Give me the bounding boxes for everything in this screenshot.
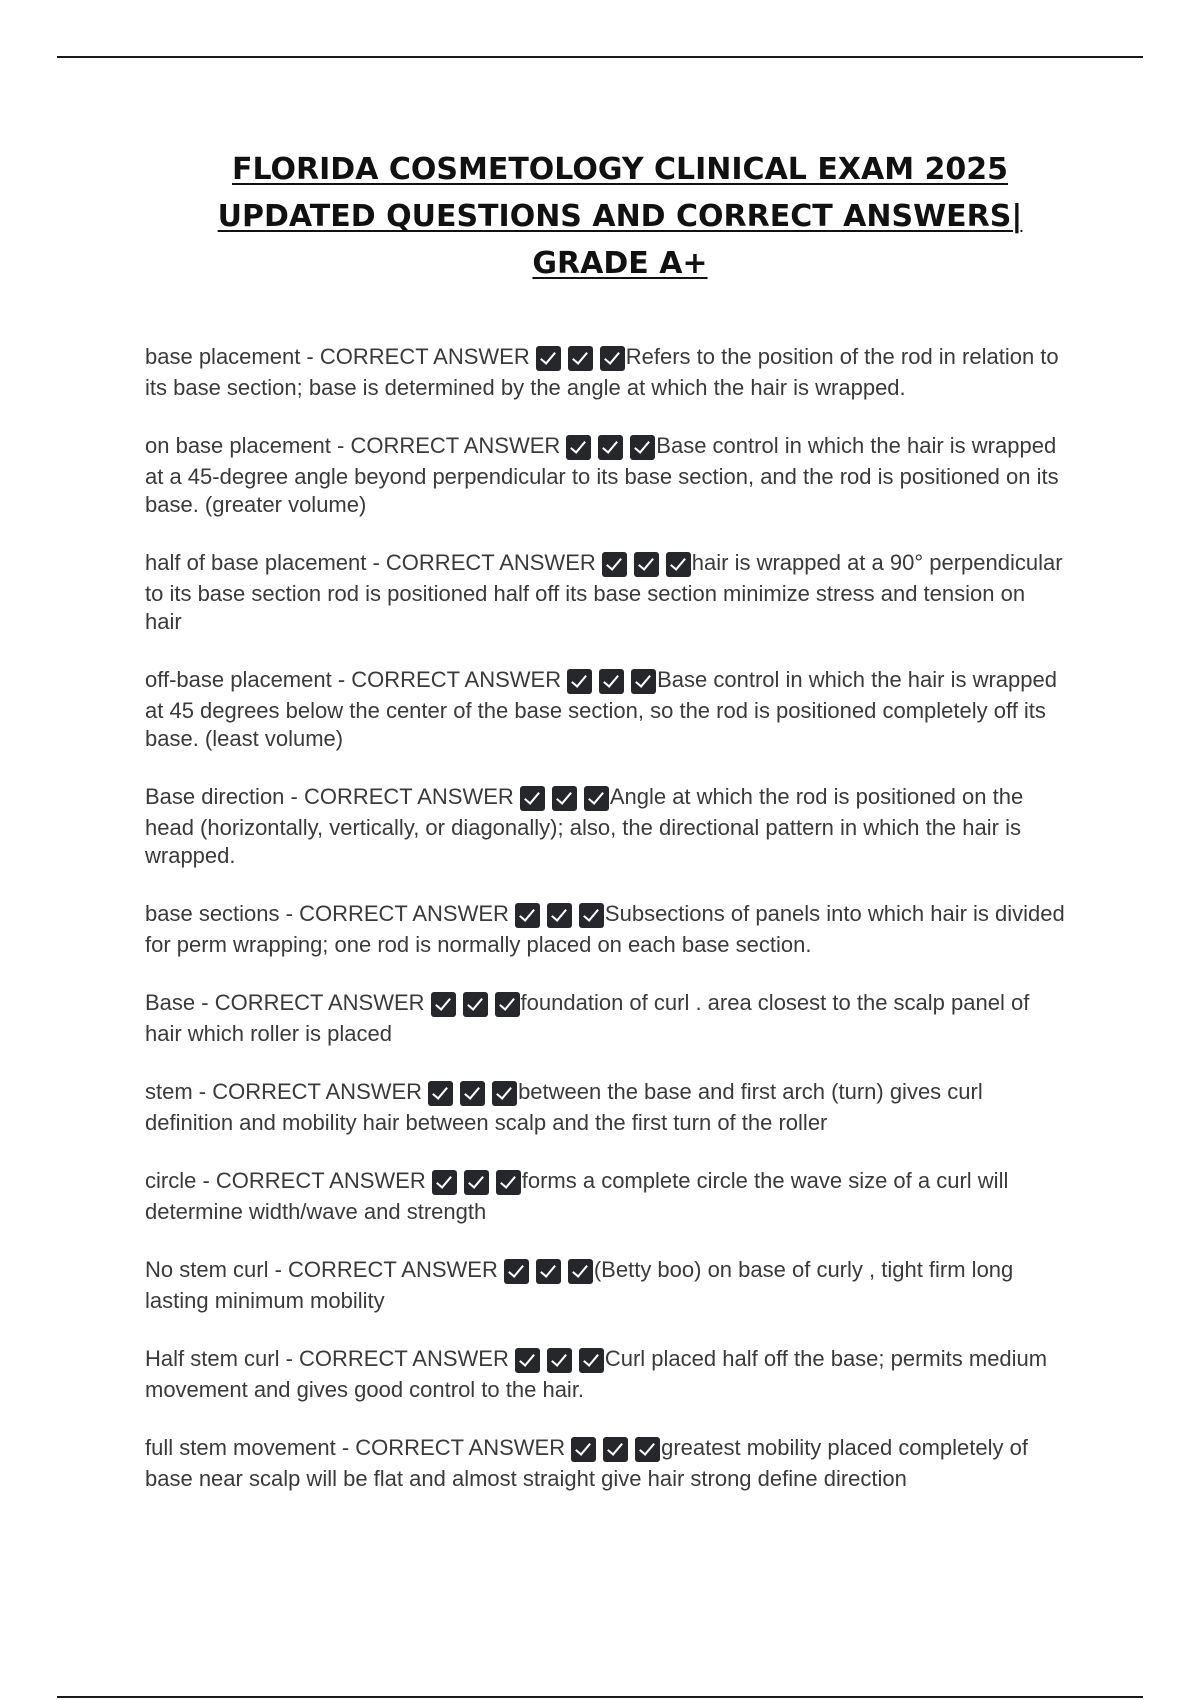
checkbox-check-icon <box>504 1259 529 1284</box>
entry-answer: Angle at which the rod is positioned on the head (horizontally, vertically, or diagonally); also, the directional pattern in which the hair is wrapped. <box>145 784 1024 868</box>
qa-entry <box>145 432 1065 519</box>
entry-answer: Curl placed half off the base; permits medium movement and gives good control to the hair. <box>145 1346 1048 1402</box>
qa-entry <box>145 1434 1065 1493</box>
title-line-1: FLORIDA COSMETOLOGY CLINICAL EXAM 2025 <box>232 152 1008 187</box>
checkbox-check-icon <box>603 1437 628 1462</box>
checkbox-check-icon <box>463 992 488 1017</box>
checkbox-check-icon <box>536 1259 561 1284</box>
checkbox-check-icon <box>666 552 691 577</box>
entry-answer: Refers to the position of the rod in relation to its base section; base is determined by the angle at which the hair is wrapped. <box>145 344 1059 400</box>
checkbox-check-icon <box>515 903 540 928</box>
entry-answer: between the base and first arch (turn) gives curl definition and mobility hair between scalp and the first turn of the roller <box>145 1079 983 1135</box>
entry-answer: Base control in which the hair is wrapped at a 45-degree angle beyond perpendicular to its base section, and the rod is positioned on its base. (greater volume) <box>145 433 1059 517</box>
check-marks <box>567 669 657 697</box>
check-marks <box>504 1259 594 1287</box>
qa-entry <box>145 1345 1065 1404</box>
checkbox-check-icon <box>432 1170 457 1195</box>
checkbox-check-icon <box>520 786 545 811</box>
entry-answer: hair is wrapped at a 90° perpendicular to its base section rod is positioned half off its base section minimize stress and tension on hair <box>145 550 1063 634</box>
check-marks <box>431 992 521 1020</box>
entry-answer: Base control in which the hair is wrapped at 45 degrees below the center of the base section, so the rod is positioned completely off its base. (least volume) <box>145 667 1057 751</box>
qa-entry <box>145 1078 1065 1137</box>
checkbox-check-icon <box>547 1348 572 1373</box>
entry-answer: greatest mobility placed completely of base near scalp will be flat and almost straight give hair strong define direction <box>145 1435 1028 1491</box>
qa-list <box>145 343 1065 1523</box>
qa-entry <box>145 900 1065 959</box>
checkbox-check-icon <box>579 1348 604 1373</box>
check-marks <box>432 1170 522 1198</box>
entry-term: circle - CORRECT ANSWER <box>145 1168 426 1193</box>
checkbox-check-icon <box>571 1437 596 1462</box>
checkbox-check-icon <box>566 435 591 460</box>
checkbox-check-icon <box>464 1170 489 1195</box>
qa-entry <box>145 1167 1065 1226</box>
check-marks <box>515 903 605 931</box>
check-marks <box>536 346 626 374</box>
top-rule <box>57 56 1143 58</box>
checkbox-check-icon <box>431 992 456 1017</box>
checkbox-check-icon <box>492 1081 517 1106</box>
entry-term: Base - CORRECT ANSWER <box>145 990 425 1015</box>
checkbox-check-icon <box>568 1259 593 1284</box>
entry-answer: forms a complete circle the wave size of a curl will determine width/wave and strength <box>145 1168 1009 1224</box>
check-marks <box>428 1081 518 1109</box>
check-marks <box>520 786 610 814</box>
checkbox-check-icon <box>598 435 623 460</box>
checkbox-check-icon <box>602 552 627 577</box>
entry-term: base placement - CORRECT ANSWER <box>145 344 530 369</box>
entry-term: stem - CORRECT ANSWER <box>145 1079 423 1104</box>
entry-answer: Subsections of panels into which hair is divided for perm wrapping; one rod is normally placed on each base section. <box>145 901 1065 957</box>
check-marks <box>515 1348 605 1376</box>
title-line-2: UPDATED QUESTIONS AND CORRECT ANSWERS| <box>217 199 1023 234</box>
qa-entry <box>145 783 1065 870</box>
entry-term: half of base placement - CORRECT ANSWER <box>145 550 596 575</box>
checkbox-check-icon <box>495 992 520 1017</box>
checkbox-check-icon <box>584 786 609 811</box>
checkbox-check-icon <box>635 1437 660 1462</box>
entry-answer: foundation of curl . area closest to the scalp panel of hair which roller is placed <box>145 990 1030 1046</box>
checkbox-check-icon <box>552 786 577 811</box>
bottom-rule <box>57 1696 1143 1698</box>
entry-term: base sections - CORRECT ANSWER <box>145 901 509 926</box>
title-line-3: GRADE A+ <box>532 246 708 281</box>
qa-entry <box>145 343 1065 402</box>
qa-entry <box>145 1256 1065 1315</box>
check-marks <box>566 435 656 463</box>
qa-entry <box>145 549 1065 636</box>
checkbox-check-icon <box>428 1081 453 1106</box>
entry-term: on base placement - CORRECT ANSWER <box>145 433 561 458</box>
checkbox-check-icon <box>460 1081 485 1106</box>
checkbox-check-icon <box>567 669 592 694</box>
checkbox-check-icon <box>579 903 604 928</box>
checkbox-check-icon <box>568 346 593 371</box>
checkbox-check-icon <box>536 346 561 371</box>
qa-entry <box>145 666 1065 753</box>
check-marks <box>602 552 692 580</box>
checkbox-check-icon <box>599 669 624 694</box>
checkbox-check-icon <box>547 903 572 928</box>
entry-term: Half stem curl - CORRECT ANSWER <box>145 1346 509 1371</box>
entry-term: off-base placement - CORRECT ANSWER <box>145 667 562 692</box>
document-title <box>120 146 1120 287</box>
checkbox-check-icon <box>515 1348 540 1373</box>
checkbox-check-icon <box>600 346 625 371</box>
checkbox-check-icon <box>630 435 655 460</box>
entry-term: full stem movement - CORRECT ANSWER <box>145 1435 566 1460</box>
checkbox-check-icon <box>634 552 659 577</box>
qa-entry <box>145 989 1065 1048</box>
entry-answer: (Betty boo) on base of curly , tight firm long lasting minimum mobility <box>145 1257 1014 1313</box>
entry-term: No stem curl - CORRECT ANSWER <box>145 1257 498 1282</box>
checkbox-check-icon <box>631 669 656 694</box>
entry-term: Base direction - CORRECT ANSWER <box>145 784 514 809</box>
checkbox-check-icon <box>496 1170 521 1195</box>
check-marks <box>571 1437 661 1465</box>
